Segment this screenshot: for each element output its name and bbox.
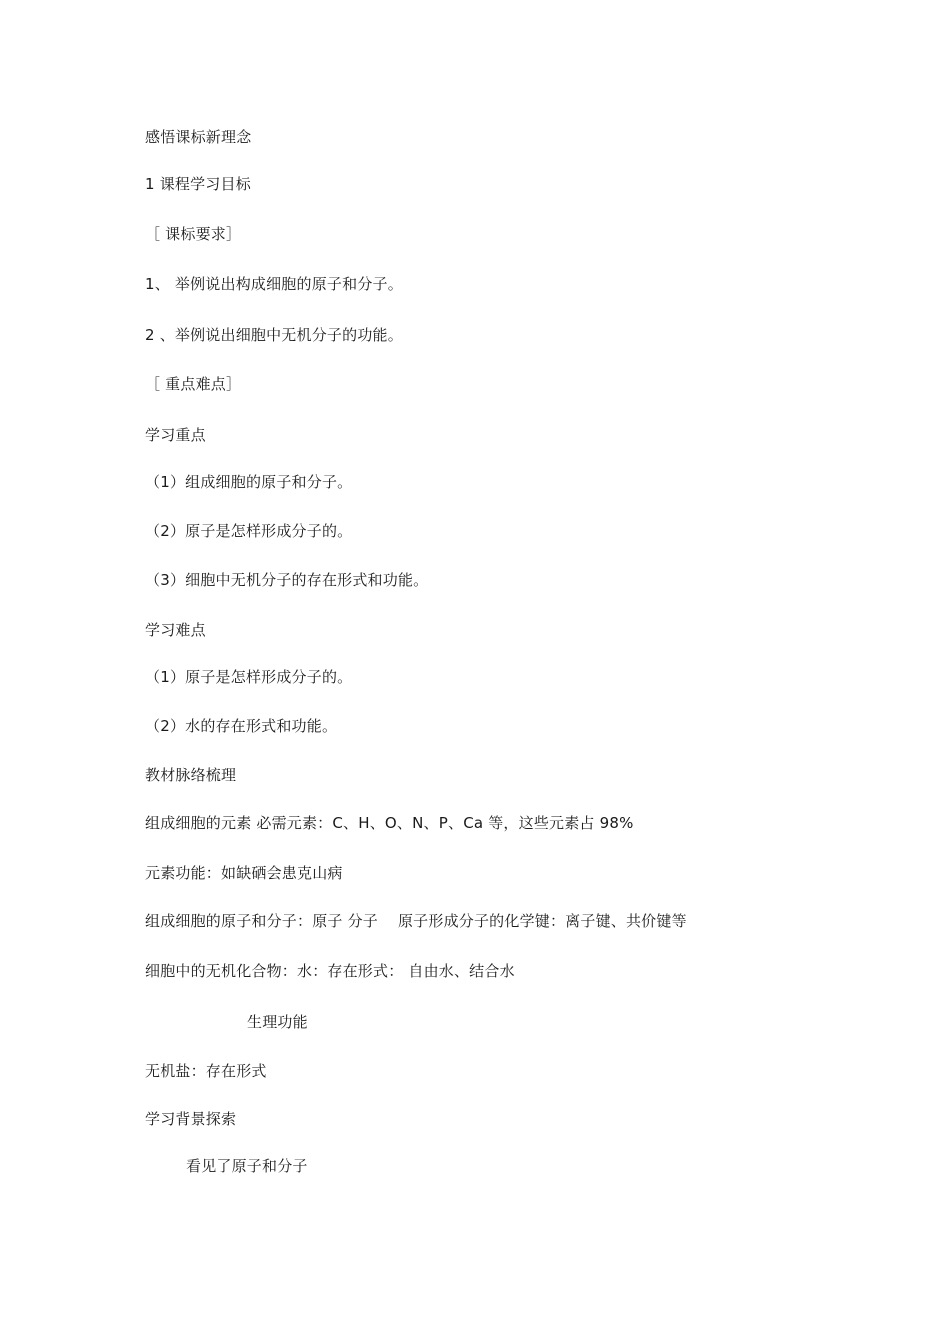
requirement-item-1: 1、 举例说出构成细胞的原子和分子。 [145, 275, 403, 293]
page-heading: 感悟课标新理念 [145, 128, 252, 146]
outline-heading: 教材脉络梳理 [145, 766, 237, 784]
background-heading: 学习背景探索 [145, 1110, 237, 1128]
outline-inorganic-compounds: 细胞中的无机化合物：水：存在形式： 自由水、结合水 [145, 962, 515, 980]
difficult-point-1: （1）原子是怎样形成分子的。 [145, 668, 353, 686]
key-points-heading: 学习重点 [145, 426, 206, 444]
outline-atoms-molecules [145, 911, 687, 931]
difficult-points-heading: 学习难点 [145, 621, 206, 639]
background-subheading: 看见了原子和分子 [186, 1157, 308, 1175]
key-point-2: （2）原子是怎样形成分子的。 [145, 522, 353, 540]
outline-element-function: 元素功能：如缺硒会患克山病 [145, 864, 343, 882]
outline-inorganic-salt: 无机盐：存在形式 [145, 1062, 267, 1080]
bracket-keypoints: ［ 重点难点］ [145, 375, 242, 393]
difficult-point-2: （2）水的存在形式和功能。 [145, 717, 338, 735]
bracket-requirements: ［ 课标要求］ [145, 225, 242, 243]
key-point-3: （3）细胞中无机分子的存在形式和功能。 [145, 571, 429, 589]
outline-physiological-function: 生理功能 [247, 1013, 308, 1031]
section-course-goals: 1 课程学习目标 [145, 175, 251, 193]
outline-atoms-part-b: 原子形成分子的化学键：离子键、共价键等 [397, 912, 687, 930]
requirement-item-2: 2 、举例说出细胞中无机分子的功能。 [145, 326, 403, 344]
key-point-1: （1）组成细胞的原子和分子。 [145, 473, 353, 491]
outline-atoms-part-a: 组成细胞的原子和分子：原子 分子 [145, 912, 378, 930]
outline-elements: 组成细胞的元素 必需元素：C、H、O、N、P、Ca 等，这些元素占 98% [145, 814, 634, 832]
